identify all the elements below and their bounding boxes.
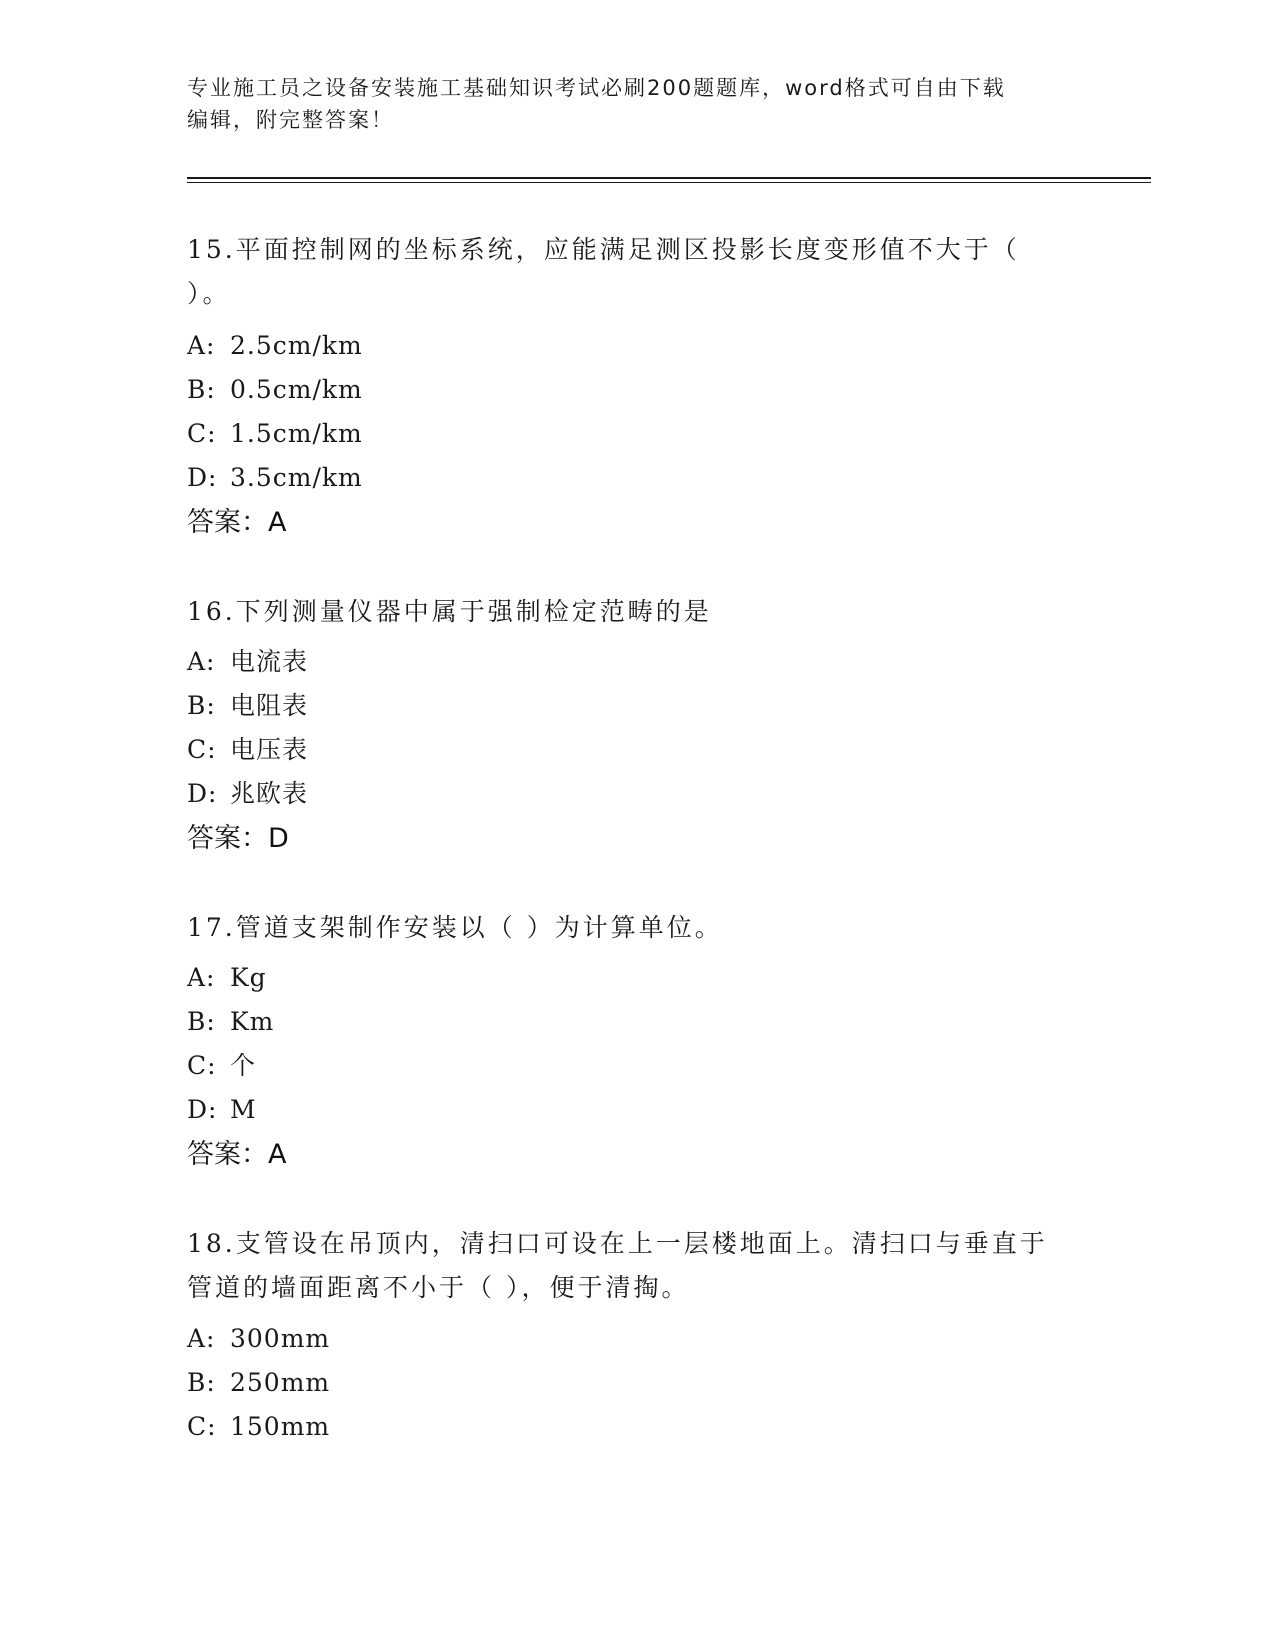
option-letter: D: bbox=[187, 463, 218, 492]
question-16-option-c bbox=[187, 733, 308, 767]
question-15-option-b bbox=[187, 373, 363, 407]
question-15-line-1: 15.平面控制网的坐标系统，应能满足测区投影长度变形值不大于（ bbox=[187, 235, 1020, 264]
question-18-text bbox=[187, 1222, 1087, 1310]
question-18-line-2: 管道的墙面距离不小于（ ），便于清掏。 bbox=[187, 1273, 690, 1302]
question-17-answer: 答案：A bbox=[187, 1139, 287, 1170]
option-text: Km bbox=[230, 1007, 275, 1036]
option-text: 250mm bbox=[230, 1368, 331, 1397]
option-letter: A: bbox=[187, 1324, 216, 1353]
option-letter: A: bbox=[187, 963, 216, 992]
question-16-line-1: 16.下列测量仪器中属于强制检定范畴的是 bbox=[187, 597, 712, 626]
option-letter: C: bbox=[187, 735, 217, 764]
option-text: 兆欧表 bbox=[230, 779, 309, 808]
question-17-line-1: 17.管道支架制作安装以（ ）为计算单位。 bbox=[187, 913, 723, 942]
question-16-text bbox=[187, 590, 1087, 634]
option-letter: A: bbox=[187, 331, 216, 360]
question-15-option-a bbox=[187, 329, 363, 363]
header-divider-thin bbox=[187, 182, 1151, 183]
option-text: 电流表 bbox=[230, 647, 309, 676]
header-line-1: 专业施工员之设备安装施工基础知识考试必刷200题题库，word格式可自由下载 bbox=[187, 76, 1006, 100]
option-letter: B: bbox=[187, 1368, 216, 1397]
question-18-option-c bbox=[187, 1410, 330, 1444]
option-letter: B: bbox=[187, 691, 216, 720]
option-letter: C: bbox=[187, 419, 217, 448]
option-text: M bbox=[230, 1095, 257, 1124]
question-17-option-b bbox=[187, 1005, 274, 1039]
option-text: 300mm bbox=[230, 1324, 331, 1353]
question-15-answer: 答案：A bbox=[187, 507, 287, 538]
question-17-option-a bbox=[187, 961, 267, 995]
option-text: 电阻表 bbox=[230, 691, 309, 720]
question-17-option-c bbox=[187, 1049, 256, 1083]
question-17-text bbox=[187, 906, 1087, 950]
option-text: 电压表 bbox=[230, 735, 309, 764]
question-15-line-2: ）。 bbox=[187, 279, 231, 308]
option-text: 个 bbox=[230, 1051, 257, 1080]
option-letter: D: bbox=[187, 779, 218, 808]
header-line-2: 编辑，附完整答案！ bbox=[187, 108, 394, 132]
question-16-option-d bbox=[187, 777, 308, 811]
question-18-option-a bbox=[187, 1322, 330, 1356]
option-letter: D: bbox=[187, 1095, 218, 1124]
header-divider-thick bbox=[187, 177, 1151, 179]
option-letter: C: bbox=[187, 1051, 217, 1080]
option-letter: A: bbox=[187, 647, 216, 676]
question-18-option-b bbox=[187, 1366, 330, 1400]
option-text: 1.5cm/km bbox=[230, 419, 363, 448]
question-15-option-d bbox=[187, 461, 363, 495]
question-18-line-1: 18.支管设在吊顶内，清扫口可设在上一层楼地面上。清扫口与垂直于 bbox=[187, 1229, 1048, 1258]
question-16-option-a bbox=[187, 645, 308, 679]
option-text: Kg bbox=[230, 963, 267, 992]
question-17-option-d bbox=[187, 1093, 257, 1127]
option-letter: B: bbox=[187, 375, 216, 404]
option-text: 3.5cm/km bbox=[230, 463, 363, 492]
question-16-answer: 答案：D bbox=[187, 823, 289, 854]
option-text: 0.5cm/km bbox=[230, 375, 363, 404]
question-15-text bbox=[187, 228, 1087, 316]
option-text: 150mm bbox=[230, 1412, 331, 1441]
option-letter: C: bbox=[187, 1412, 217, 1441]
question-15-option-c bbox=[187, 417, 363, 451]
document-header bbox=[187, 72, 1087, 136]
question-16-option-b bbox=[187, 689, 308, 723]
option-text: 2.5cm/km bbox=[230, 331, 363, 360]
option-letter: B: bbox=[187, 1007, 216, 1036]
